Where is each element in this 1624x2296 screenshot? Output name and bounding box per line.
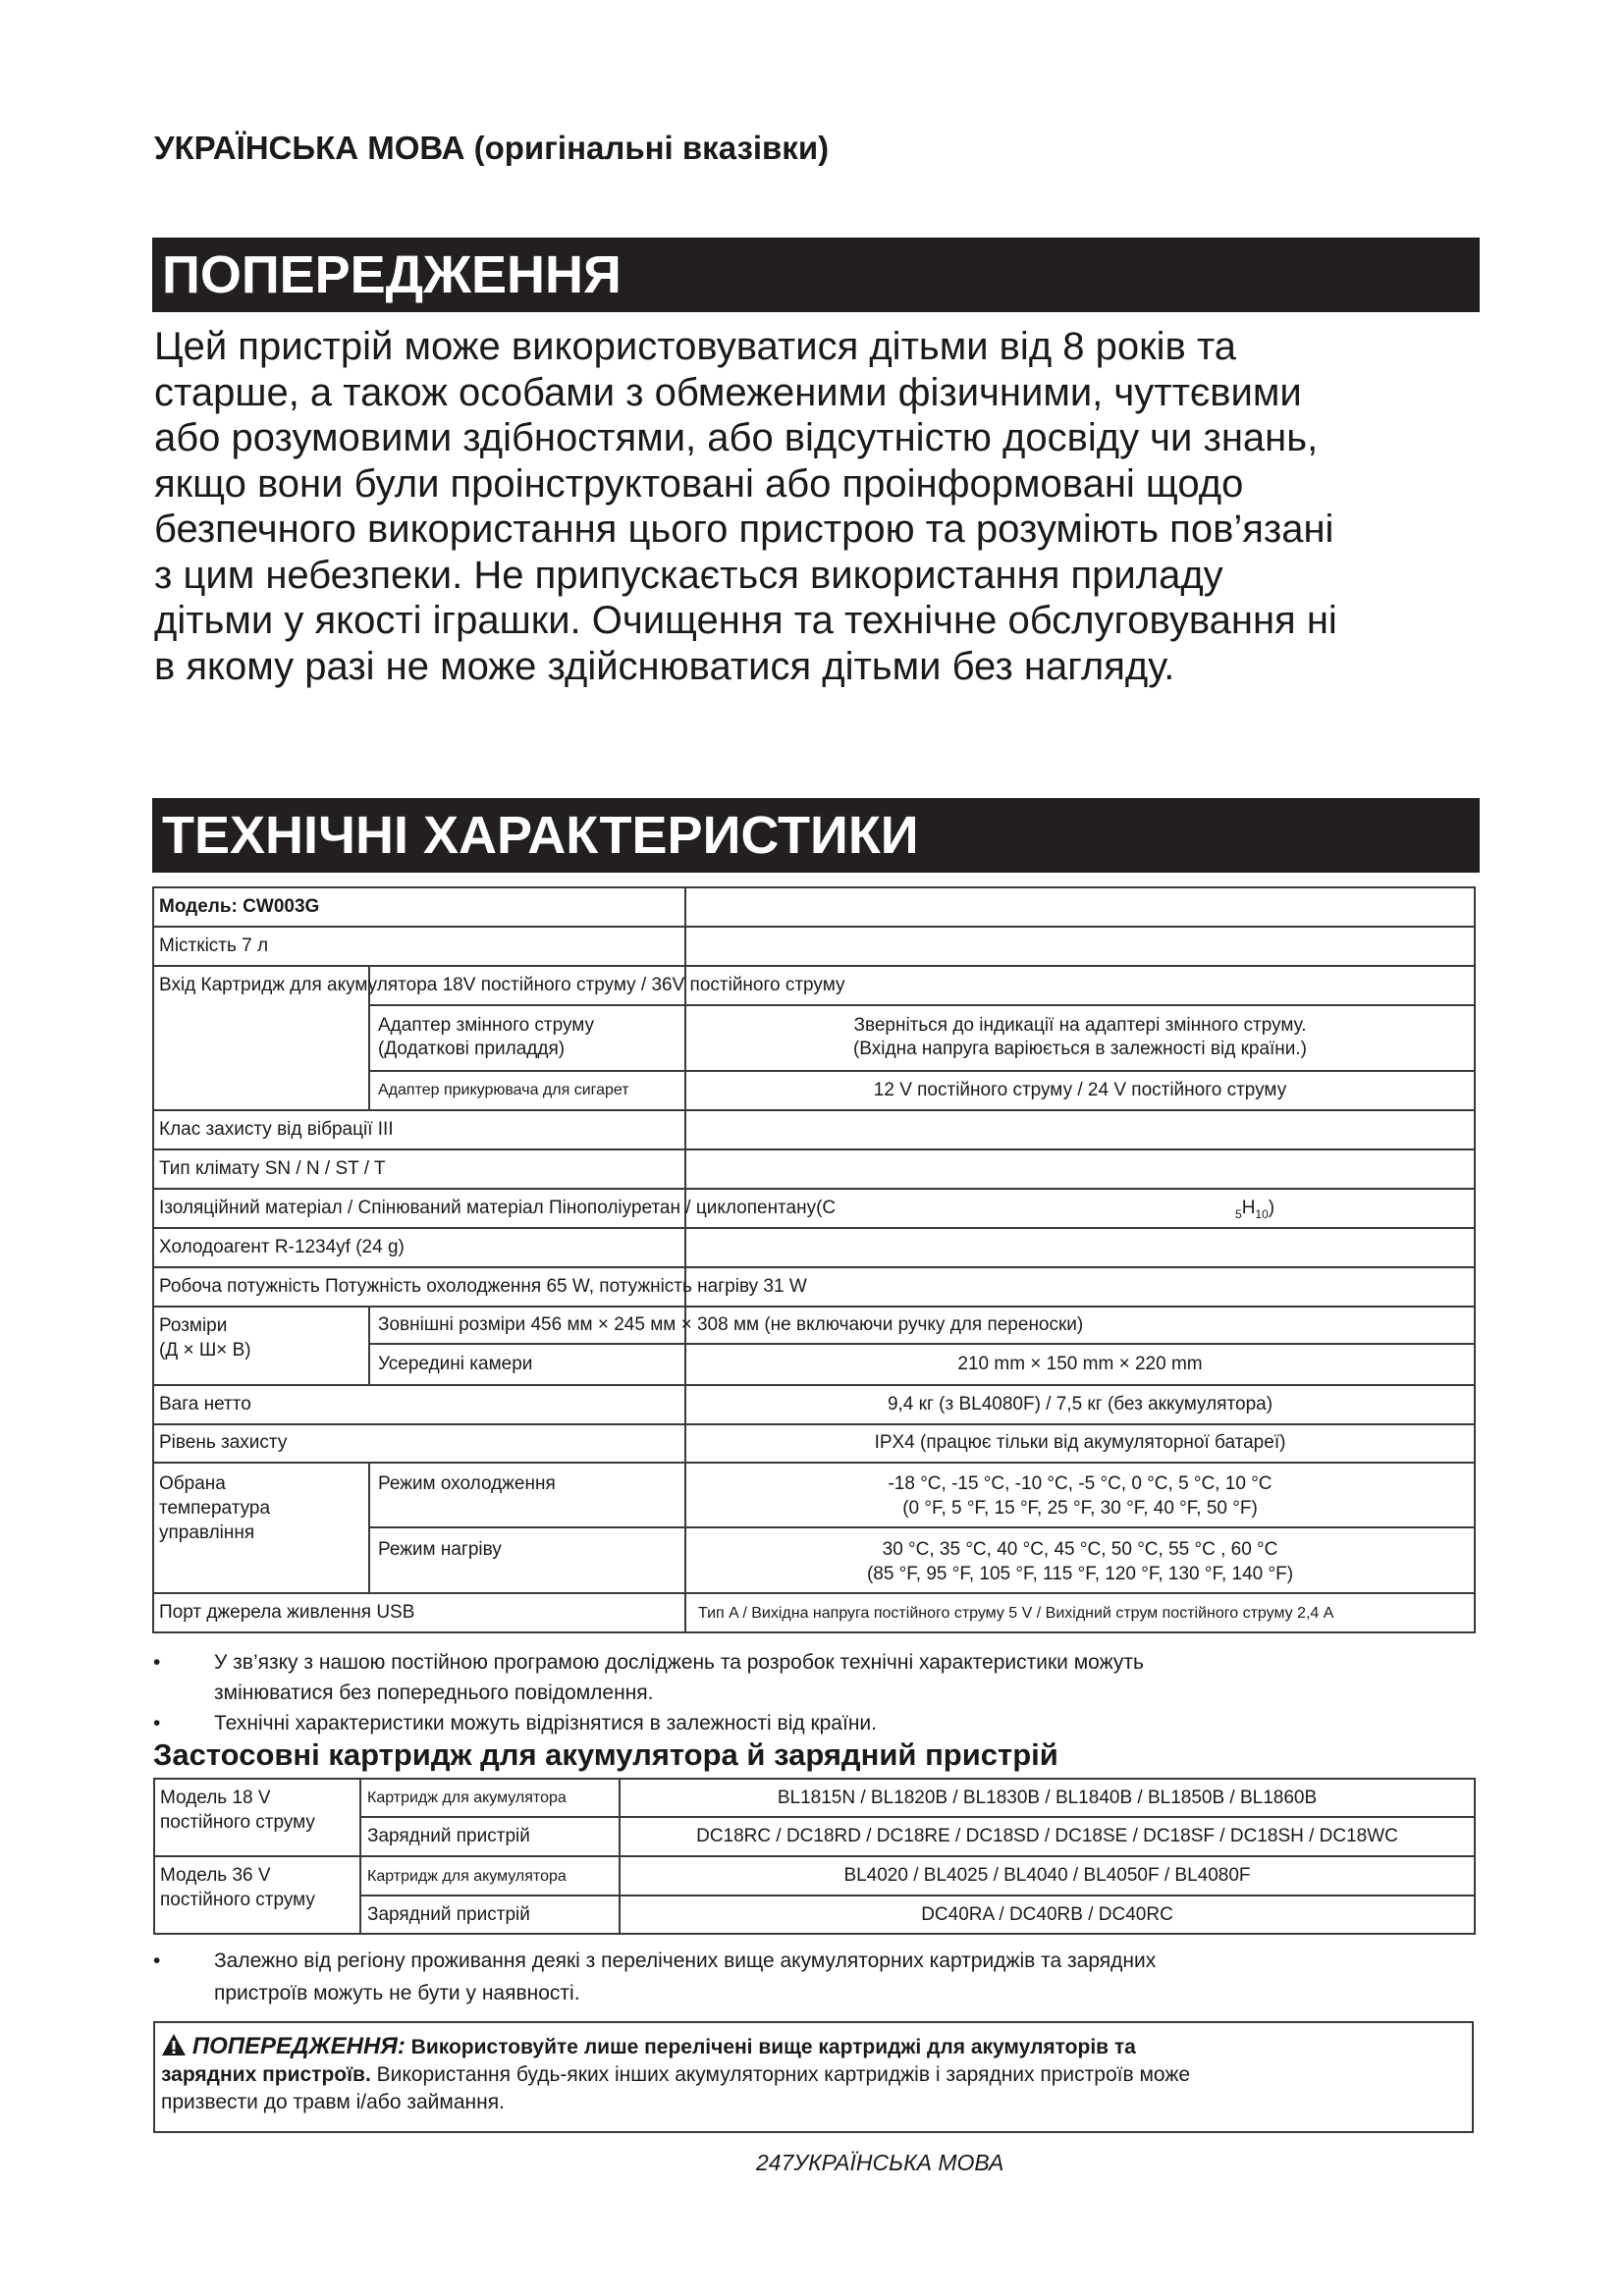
formula-subscript: 10 (1255, 1206, 1269, 1221)
table-rule (368, 1526, 1476, 1528)
warning-line: з цим небезпеки. Не припускається використання приладу (154, 553, 1223, 597)
table-rule (359, 1895, 1476, 1896)
final-warning-box (153, 2021, 1474, 2133)
spec-heating-value: 30 °C, 35 °C, 40 °C, 45 °C, 50 °C, 55 °C , 60 °C (882, 1539, 1278, 1560)
spec-cooling-value: -18 °C, -15 °C, -10 °C, -5 °C, 0 °C, 5 °C, 10 °C (888, 1473, 1272, 1494)
table-rule (153, 1778, 155, 1935)
charger-label: Зарядний пристрій (367, 1904, 530, 1925)
table-rule (368, 1070, 1476, 1072)
spec-dimensions-inner-label: Усередині камери (378, 1354, 533, 1374)
spec-heating-label: Режим нагріву (378, 1539, 502, 1560)
battery-value: BL1815N / BL1820B / BL1830B / BL1840B / BL1850B / BL1860B (777, 1788, 1318, 1808)
note-text: У зв’язку з нашою постійною програмою досліджень та розробок технічні характеристики можуть (214, 1651, 1144, 1674)
table-rule (152, 1384, 1476, 1386)
spec-heating-value: (85 °F, 95 °F, 105 °F, 115 °F, 120 °F, 130 °F, 140 °F) (866, 1564, 1294, 1584)
spec-ac-adapter-label: Адаптер змінного струму (378, 1015, 595, 1036)
table-rule (152, 926, 1476, 928)
table-rule (152, 1148, 1476, 1150)
spec-insulation: Ізоляційний матеріал / Спінюваний матеріал Пінополіуретан / циклопентану(C (159, 1198, 837, 1218)
table-rule (1474, 1778, 1476, 1935)
batteries-table (153, 1778, 1474, 1935)
table-rule (152, 1462, 1476, 1464)
warning-line: в якому разі не може здійснюватися дітьми без нагляду. (154, 644, 1175, 688)
table-rule (368, 1306, 370, 1386)
table-rule (152, 886, 154, 1633)
spec-dimensions-label: (Д × Ш× В) (159, 1340, 251, 1361)
spec-usb-value: Тип A / Вихідна напруга постійного струму 5 V / Вихідний струм постійного струму 2,4 A (698, 1605, 1334, 1622)
note-text: змінюватися без попереднього повідомлення. (214, 1682, 654, 1704)
spec-model: Модель: CW003G (159, 896, 320, 917)
warning-line: старше, а також особами з обмеженими фізичними, чуттєвими (154, 370, 1302, 414)
spec-protection-label: Рівень захисту (159, 1432, 288, 1453)
specs-table (152, 886, 1474, 1633)
warning-line: Цей пристрій може використовуватися дітьми від 8 років та (154, 325, 1236, 368)
language-title: УКРАЇНСЬКА МОВА (оригінальні вказівки) (154, 130, 830, 166)
battery-label: Картридж для акумулятора (367, 1789, 567, 1806)
final-warning-bold: зарядних пристроїв. (161, 2063, 371, 2086)
note-text: Технічні характеристики можуть відрізнятися в залежності від країни. (214, 1712, 877, 1735)
formula-element: H (1241, 1198, 1256, 1218)
page-footer: 247УКРАЇНСЬКА МОВА (756, 2150, 1004, 2175)
spec-dimensions-label: Розміри (159, 1315, 228, 1336)
battery-model: Модель 36 V (160, 1865, 271, 1886)
formula-paren: ) (1268, 1198, 1275, 1218)
table-rule (152, 1188, 1476, 1190)
bullet-icon: • (153, 1712, 161, 1735)
bullet-icon: • (153, 1651, 161, 1674)
table-rule (152, 1109, 1476, 1111)
battery-value: BL4020 / BL4025 / BL4040 / BL4050F / BL4080F (843, 1865, 1251, 1886)
spec-weight-label: Вага нетто (159, 1394, 251, 1415)
charger-label: Зарядний пристрій (367, 1826, 530, 1846)
note-text: пристроїв можуть не бути у наявності. (214, 1982, 580, 2004)
table-rule (152, 1266, 1476, 1268)
formula-subscript: 5 (1235, 1206, 1242, 1221)
table-rule (152, 886, 1476, 888)
warning-line: якщо вони були проінструктовані або проінформовані щодо (154, 461, 1244, 506)
spec-refrigerant: Холодоагент R-1234yf (24 g) (159, 1237, 405, 1257)
table-rule (152, 1592, 1476, 1594)
warning-line: дітьми у якості іграшки. Очищення та технічне обслуговування ні (154, 599, 1337, 642)
specs-heading: ТЕХНІЧНІ ХАРАКТЕРИСТИКИ (152, 798, 1480, 873)
table-rule (152, 1306, 1476, 1308)
spec-dimensions-inner-value: 210 mm × 150 mm × 220 mm (957, 1354, 1203, 1374)
spec-cooling-value: (0 °F, 5 °F, 15 °F, 25 °F, 30 °F, 40 °F, 50 °F) (902, 1498, 1258, 1519)
bullet-icon: • (153, 1949, 161, 1972)
table-rule (153, 1778, 1476, 1780)
batteries-heading: Застосовні картридж для акумулятора й зарядний пристрій (153, 1737, 1058, 1772)
table-rule (1474, 886, 1476, 1633)
table-rule (684, 886, 686, 1633)
spec-car-adapter-label: Адаптер прикурювача для сигарет (378, 1082, 629, 1098)
spec-vibration: Клас захисту від вібрації III (159, 1119, 394, 1140)
warning-line: безпечного використання цього пристрою та розуміють пов’язані (154, 507, 1334, 551)
warning-paragraph (154, 324, 1337, 689)
charger-value: DC18RC / DC18RD / DC18RE / DC18SD / DC18SE / DC18SF / DC18SH / DC18WC (696, 1826, 1398, 1846)
spec-ac-adapter-value: Зверніться до індикації на адаптері змінного струму. (853, 1015, 1307, 1036)
table-rule (368, 1343, 1476, 1345)
final-warning-label: ПОПЕРЕДЖЕННЯ: (191, 2033, 406, 2059)
warning-triangle-icon (161, 2033, 187, 2056)
spec-temp-label: температура (159, 1498, 271, 1519)
spec-temp-label: управління (159, 1522, 255, 1543)
spec-temp-label: Обрана (159, 1473, 226, 1494)
table-rule (368, 1462, 370, 1594)
note-text: Залежно від регіону проживання деякі з перелічених вище акумуляторних картриджів та зарядних (214, 1949, 1157, 1972)
spec-insulation-formula (1235, 1197, 1274, 1226)
table-rule (359, 1816, 1476, 1818)
table-rule (368, 1004, 1476, 1006)
battery-model: Модель 18 V (160, 1788, 271, 1808)
spec-capacity: Місткість 7 л (159, 935, 269, 956)
warning-line: або розумовими здібностями, або відсутністю досвіду чи знань, (154, 416, 1319, 459)
spec-usb-label: Порт джерела живлення USB (159, 1602, 415, 1623)
battery-model: постійного струму (160, 1890, 315, 1910)
spec-protection-value: IPX4 (працює тільки від акумуляторної батареї) (874, 1432, 1286, 1453)
final-warning-text: призвести до травм і/або займання. (161, 2091, 505, 2113)
battery-label: Картридж для акумулятора (367, 1868, 567, 1885)
spec-cooling-label: Режим охолодження (378, 1473, 556, 1494)
spec-power: Робоча потужність Потужність охолодження 65 W, потужність нагріву 31 W (159, 1276, 807, 1297)
table-rule (152, 965, 1476, 967)
final-warning-bold: Використовуйте лише перелічені вище картриджі для акумуляторів та (410, 2036, 1136, 2058)
table-rule (152, 1227, 1476, 1229)
spec-weight-value: 9,4 кг (з BL4080F) / 7,5 кг (без аккумулятора) (887, 1394, 1273, 1415)
battery-model: постійного струму (160, 1812, 315, 1833)
final-warning-text: Використання будь-яких інших акумуляторних картриджів і зарядних пристроїв може (376, 2063, 1191, 2086)
spec-ac-adapter-value: (Вхідна напруга варіюється в залежності від країни.) (852, 1039, 1308, 1059)
charger-value: DC40RA / DC40RB / DC40RC (921, 1904, 1173, 1925)
spec-car-adapter-value: 12 V постійного струму / 24 V постійного струму (873, 1080, 1287, 1100)
table-rule (152, 1631, 1476, 1633)
spec-climate: Тип клімату SN / N / ST / T (159, 1158, 386, 1179)
table-rule (152, 1423, 1476, 1425)
table-rule (153, 1933, 1476, 1935)
table-rule (153, 1855, 1476, 1857)
spec-dimensions-outer: Зовнішні розміри 456 мм × 245 мм × 308 мм (не включаючи ручку для переноски) (378, 1314, 1084, 1335)
spec-ac-adapter-label: (Додаткові приладдя) (378, 1039, 566, 1059)
warning-heading: ПОПЕРЕДЖЕННЯ (152, 238, 1480, 312)
spec-input: Вхід Картридж для акумулятора 18V постійного струму / 36V постійного струму (159, 975, 845, 995)
table-rule (359, 1778, 361, 1935)
